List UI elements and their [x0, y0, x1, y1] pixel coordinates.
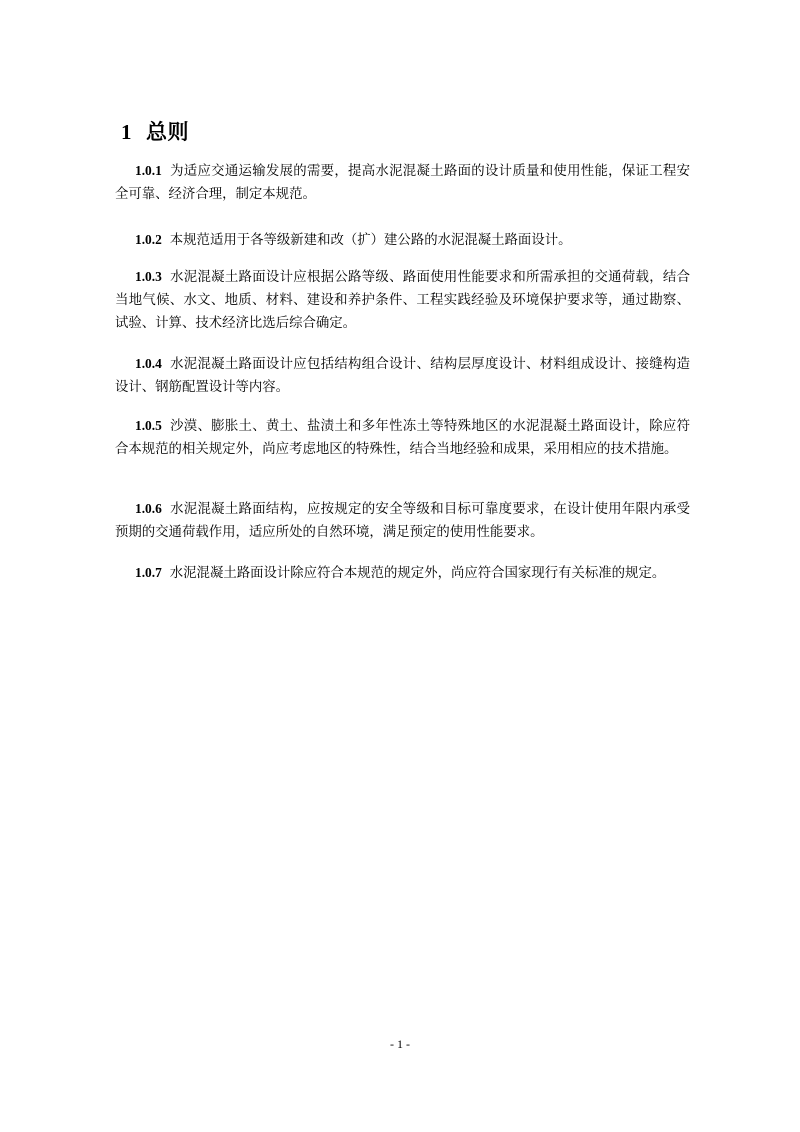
clause-1-0-5 [115, 414, 690, 461]
clause-number: 1.0.3 [135, 269, 162, 284]
clause-1-0-2 [115, 228, 690, 252]
clause-text: 水泥混凝土路面设计应包括结构组合设计、结构层厚度设计、材料组成设计、接缝构造设计、钢筋配置设计等内容。 [115, 357, 690, 395]
clause-number: 1.0.7 [135, 565, 162, 580]
clause-1-0-3 [115, 265, 690, 335]
chapter-title [121, 116, 189, 146]
clause-text: 水泥混凝土路面设计除应符合本规范的规定外，尚应符合国家现行有关标准的规定。 [169, 566, 666, 581]
clause-number: 1.0.1 [135, 163, 162, 178]
clause-text: 为适应交通运输发展的需要，提高水泥混凝土路面的设计质量和使用性能，保证工程安全可靠、经济合理，制定本规范。 [115, 164, 690, 202]
page-number: - 1 - [390, 1037, 410, 1051]
clause-number: 1.0.6 [135, 501, 162, 516]
clause-1-0-4 [115, 352, 690, 399]
chapter-title-text: 总则 [146, 119, 189, 144]
clause-text: 沙漠、膨胀土、黄土、盐渍土和多年性冻土等特殊地区的水泥混凝土路面设计，除应符合本规范的相关规定外，尚应考虑地区的特殊性，结合当地经验和成果，采用相应的技术措施。 [115, 419, 690, 457]
clause-number: 1.0.2 [135, 232, 162, 247]
clause-text: 本规范适用于各等级新建和改（扩）建公路的水泥混凝土路面设计。 [169, 233, 572, 248]
clause-number: 1.0.4 [135, 356, 162, 371]
chapter-number: 1 [121, 120, 132, 144]
clause-text: 水泥混凝土路面设计应根据公路等级、路面使用性能要求和所需承担的交通荷载，结合当地气候、水文、地质、材料、建设和养护条件、工程实践经验及环境保护要求等，通过勘察、试验、计算、技术经济比选后综合确定。 [115, 270, 690, 331]
clause-text: 水泥混凝土路面结构，应按规定的安全等级和目标可靠度要求，在设计使用年限内承受预期的交通荷载作用，适应所处的自然环境，满足预定的使用性能要求。 [115, 502, 690, 540]
clause-number: 1.0.5 [135, 418, 162, 433]
clause-1-0-7 [115, 561, 690, 585]
clause-1-0-1 [115, 159, 690, 206]
clause-1-0-6 [115, 497, 690, 544]
